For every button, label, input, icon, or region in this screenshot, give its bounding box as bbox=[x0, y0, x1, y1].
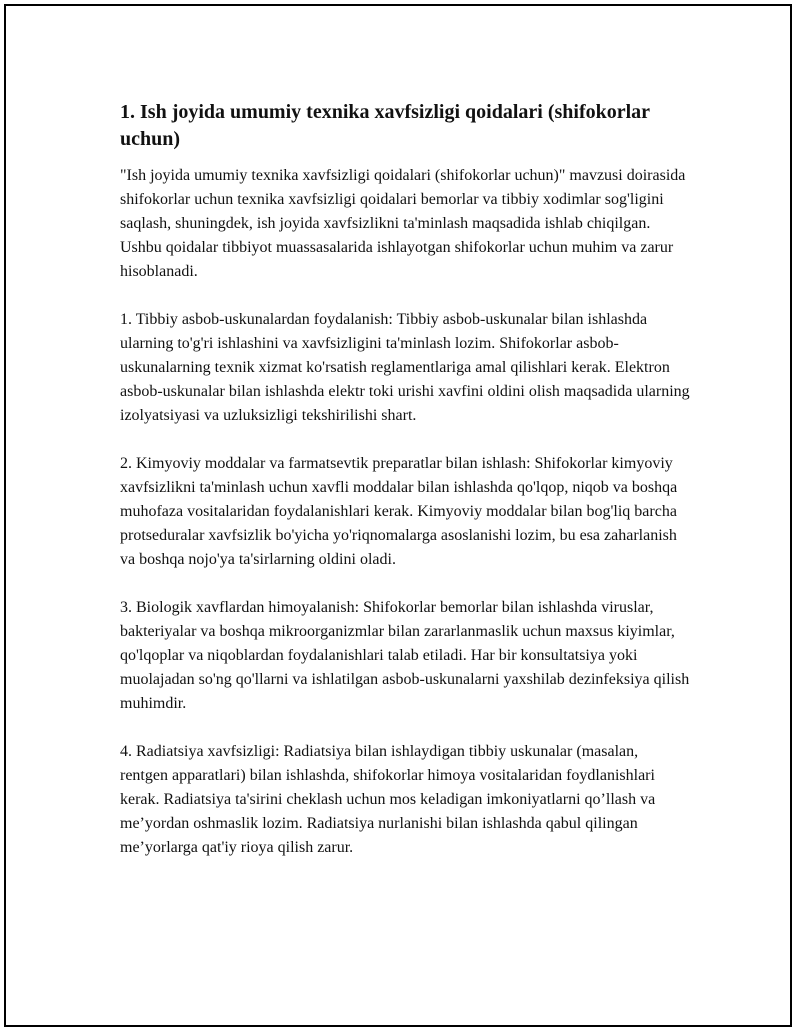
section-4-paragraph: 4. Radiatsiya xavfsizligi: Radiatsiya bilan ishlaydigan tibbiy uskunalar (masalan, rentgen apparatlari) bilan ishlashda, shifokorlar himoya vositalaridan foydlanishlari kerak. Radiatsiya ta'sirini cheklash uchun mos keladigan imkoniyatlarni qo’llash va me’yordan oshmaslik lozim. Radiatsiya nurlanishi bilan ishlashda qabul qilingan me’yorlarga qat'iy rioya qilish zarur. bbox=[120, 743, 656, 856]
document-title: 1. Ish joyida umumiy texnika xavfsizligi qoidalari (shifokorlar uchun) bbox=[120, 101, 650, 150]
section-3-paragraph: 3. Biologik xavflardan himoyalanish: Shifokorlar bemorlar bilan ishlashda viruslar, bakteriyalar va boshqa mikroorganizmlar bilan zararlanmaslik uchun maxsus kiyimlar, qo'lqoplar va niqoblardan foydalanishlari talab etiladi. Har bir konsultatsiya yoki muolajadan so'ng qo'llarni va ishlatilgan asbob-uskunalarni yaxshilab dezinfeksiya qilish muhimdir. bbox=[120, 599, 690, 712]
section-1-paragraph: 1. Tibbiy asbob-uskunalardan foydalanish: Tibbiy asbob-uskunalar bilan ishlashda ularning to'g'ri ishlashini va xavfsizligini ta'minlash lozim. Shifokorlar asbob-uskunalarning texnik xizmat ko'rsatish reglamentlariga amal qilishlari kerak. Elektron asbob-uskunalar bilan ishlashda elektr toki urishi xavfini oldini olish maqsadida ularning izolyatsiyasi va uzluksizligi tekshirilishi shart. bbox=[120, 311, 690, 424]
document-content bbox=[120, 99, 690, 884]
document-page bbox=[4, 4, 792, 1027]
intro-paragraph: "Ish joyida umumiy texnika xavfsizligi qoidalari (shifokorlar uchun)" mavzusi doirasida shifokorlar uchun texnika xavfsizligi qoidalari bemorlar va tibbiy xodimlar sog'ligini saqlash, shuningdek, ish joyida xavfsizlikni ta'minlash maqsadida ishlab chiqilgan. Ushbu qoidalar tibbiyot muassasalarida ishlayotgan shifokorlar uchun muhim va zarur hisoblanadi. bbox=[120, 167, 686, 280]
section-2-paragraph: 2. Kimyoviy moddalar va farmatsevtik preparatlar bilan ishlash: Shifokorlar kimyoviy xavfsizlikni ta'minlash uchun xavfli moddalar bilan ishlashda qo'lqop, niqob va boshqa muhofaza vositalaridan foydalanishlari kerak. Kimyoviy moddalar bilan bog'liq barcha protseduralar xavfsizlik bo'yicha yo'riqnomalarga asoslanishi lozim, bu esa zaharlanish va boshqa nojo'ya ta'sirlarning oldini oladi. bbox=[120, 455, 678, 568]
